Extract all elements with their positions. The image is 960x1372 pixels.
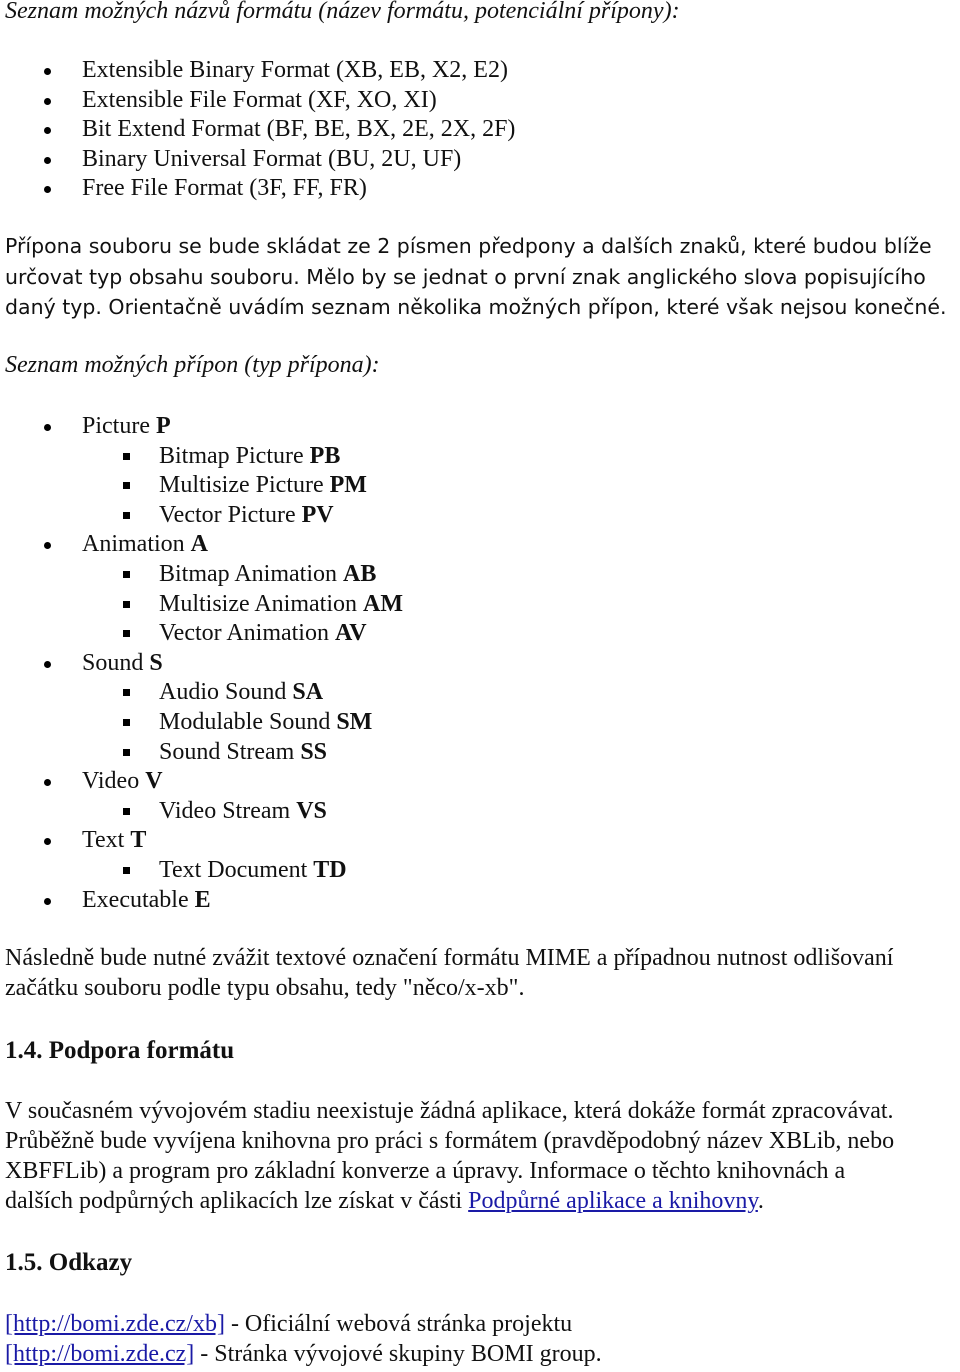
format-list-item: [0, 145, 515, 175]
bullet-dot-icon: [44, 98, 51, 105]
suffix-type-item: [0, 649, 403, 679]
suffix-subtype-item: [0, 560, 403, 590]
suffix-subtype-code: TD: [313, 856, 347, 883]
bullet-dot-icon: [44, 68, 51, 75]
suffix-subtype-label: Bitmap Picture: [159, 442, 310, 469]
bullet-square-icon: [123, 808, 130, 815]
bullet-square-icon: [123, 630, 130, 637]
suffix-subtype-item: [0, 501, 403, 531]
suffix-subtype-label: Text Document: [159, 856, 314, 883]
formats-heading: Seznam možných názvů formátu (název formátu, potenciální přípony):: [5, 0, 680, 24]
bullet-square-icon: [123, 482, 130, 489]
bullet-dot-icon: [44, 424, 51, 431]
suffix-subtype-item: [0, 738, 403, 768]
suffix-subtype-item: [0, 856, 403, 886]
bullet-square-icon: [123, 749, 130, 756]
suffix-subtype-item: [0, 471, 403, 501]
section-1-4-line-2: Průběžně bude vyvíjena knihovna pro práci s formátem (pravděpodobný název XBLib, nebo: [5, 1128, 895, 1154]
suffix-subtype-item: [0, 678, 403, 708]
bullet-dot-icon: [44, 898, 51, 905]
suffix-subtype-code: SM: [336, 708, 373, 735]
group-website-link[interactable]: [http://bomi.zde.cz]: [5, 1341, 195, 1367]
suffix-type-item: [0, 530, 403, 560]
suffix-subtype-label: Bitmap Animation: [159, 560, 343, 587]
suffix-subtype-label: Vector Picture: [159, 501, 302, 528]
suffix-type-item: [0, 412, 403, 442]
suffix-type-item: [0, 826, 403, 856]
bullet-dot-icon: [44, 838, 51, 845]
suffix-code: V: [145, 768, 163, 795]
suffix-subtype-code: PM: [329, 472, 367, 499]
suffix-type-item: [0, 886, 403, 916]
suffix-subtype-item: [0, 442, 403, 472]
suffix-subtype-code: PB: [309, 442, 341, 469]
bullet-dot-icon: [44, 127, 51, 134]
bullet-square-icon: [123, 571, 130, 578]
mime-paragraph-line-1: Následně bude nutné zvážit textové označení formátu MIME a případnou nutnost odlišovaní: [5, 945, 894, 971]
project-website-description: - Oficiální webová stránka projektu: [224, 1311, 573, 1337]
suffix-paragraph-line-1: Přípona souboru se bude skládat ze 2 písmen předpony a dalších znaků, které budou blíže: [5, 234, 932, 258]
suffix-type-label: Text: [82, 827, 131, 854]
section-1-4-line-1: V současném vývojovém stadiu neexistuje žádná aplikace, která dokáže formát zpracovávat.: [5, 1098, 894, 1124]
suffix-type-label: Video: [82, 768, 146, 795]
format-list-item: [0, 115, 515, 145]
suffix-paragraph-line-3: daný typ. Orientačně uvádím seznam několika možných přípon, které však nejsou konečné.: [5, 295, 947, 319]
suffix-paragraph-line-2: určovat typ obsahu souboru. Mělo by se jednat o první znak anglického slova popisujícího: [5, 265, 926, 289]
suffix-subtype-label: Multisize Animation: [159, 590, 363, 617]
reference-link-row: [5, 1341, 602, 1368]
formats-list: [0, 56, 515, 204]
suffix-subtype-item: [0, 797, 403, 827]
suffixes-heading: Seznam možných přípon (typ přípona):: [5, 352, 380, 378]
format-name: Extensible File Format (XF, XO, XI): [82, 86, 437, 113]
suffix-subtype-code: PV: [301, 501, 334, 528]
bullet-dot-icon: [44, 779, 51, 786]
section-1-4-line-4-prefix: dalších podpůrných aplikacích lze získat v části: [5, 1188, 469, 1214]
bullet-square-icon: [123, 512, 130, 519]
suffix-subtype-code: SS: [300, 738, 328, 765]
suffix-subtype-code: AM: [363, 590, 403, 617]
suffix-subtype-label: Video Stream: [159, 797, 297, 824]
format-name: Free File Format (3F, FF, FR): [82, 175, 367, 202]
suffix-code: E: [194, 886, 211, 913]
suffix-subtype-label: Modulable Sound: [159, 708, 337, 735]
section-1-4-line-3: XBFFLib) a program pro základní konverze a úpravy. Informace o těchto knihovnách a: [5, 1158, 846, 1184]
suffix-type-item: [0, 767, 403, 797]
suffix-type-label: Animation: [82, 531, 191, 558]
suffixes-list: [0, 412, 403, 915]
bullet-square-icon: [123, 867, 130, 874]
bullet-square-icon: [123, 453, 130, 460]
suffix-subtype-label: Multisize Picture: [159, 472, 330, 499]
section-1-4-line-4: [5, 1188, 764, 1215]
group-website-description: - Stránka vývojové skupiny BOMI group.: [194, 1341, 602, 1367]
suffix-type-label: Executable: [82, 886, 195, 913]
bullet-square-icon: [123, 689, 130, 696]
section-1-4-line-4-suffix: .: [757, 1188, 764, 1214]
bullet-dot-icon: [44, 186, 51, 193]
suffix-code: A: [190, 531, 208, 558]
section-1-4-title: 1.4. Podpora formátu: [5, 1037, 235, 1064]
bullet-dot-icon: [44, 661, 51, 668]
bullet-dot-icon: [44, 542, 51, 549]
project-website-link[interactable]: [http://bomi.zde.cz/xb]: [5, 1311, 225, 1337]
bullet-dot-icon: [44, 157, 51, 164]
suffix-subtype-code: VS: [296, 797, 327, 824]
suffix-subtype-item: [0, 708, 403, 738]
suffix-subtype-code: AB: [343, 560, 377, 587]
suffix-subtype-label: Vector Animation: [159, 620, 335, 647]
suffix-subtype-item: [0, 590, 403, 620]
suffix-type-label: Picture: [82, 413, 156, 439]
suffix-subtype-label: Sound Stream: [159, 738, 301, 765]
mime-paragraph-line-2: začátku souboru podle typu obsahu, tedy "něco/x-xb".: [5, 975, 525, 1001]
section-1-5-title: 1.5. Odkazy: [5, 1249, 133, 1276]
suffix-code: S: [149, 649, 163, 676]
bullet-square-icon: [123, 719, 130, 726]
format-list-item: [0, 86, 515, 116]
suffix-subtype-code: SA: [292, 679, 324, 706]
format-name: Bit Extend Format (BF, BE, BX, 2E, 2X, 2F): [82, 116, 516, 143]
format-name: Binary Universal Format (BU, 2U, UF): [82, 145, 462, 172]
suffix-subtype-label: Audio Sound: [159, 679, 293, 706]
reference-link-row: [5, 1311, 572, 1338]
format-list-item: [0, 174, 515, 204]
suffix-type-label: Sound: [82, 649, 150, 676]
suffix-subtype-item: [0, 619, 403, 649]
suffix-subtype-code: AV: [334, 620, 367, 647]
suffix-code: P: [155, 413, 171, 439]
support-apps-link[interactable]: Podpůrné aplikace a knihovny: [468, 1188, 758, 1214]
suffix-code: T: [130, 827, 147, 854]
format-name: Extensible Binary Format (XB, EB, X2, E2): [82, 57, 508, 83]
bullet-square-icon: [123, 601, 130, 608]
format-list-item: [0, 56, 515, 86]
